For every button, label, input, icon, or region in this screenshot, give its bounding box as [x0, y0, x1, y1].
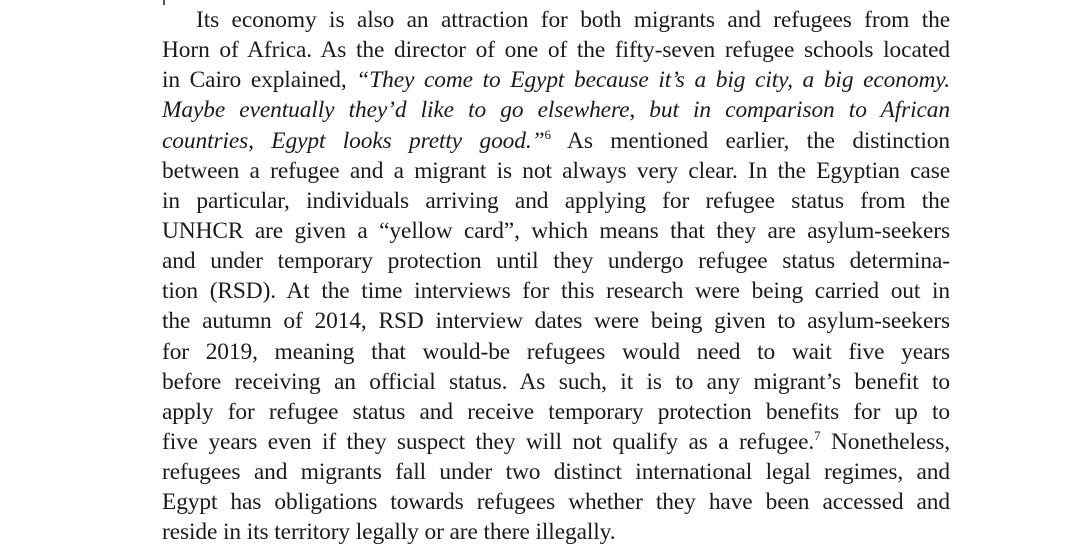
footnote-ref[interactable]: 6	[544, 126, 551, 142]
text-line: reside in its territory legally or are there illegally.	[162, 519, 616, 546]
text-line: and under temporary protection until they undergo refugee status determina-	[162, 248, 950, 275]
text-line: Its economy is also an attraction for both migrants and refugees from the	[196, 7, 950, 33]
footnote-ref[interactable]: 7	[814, 427, 821, 443]
text-line	[162, 95, 950, 125]
text-line: apply for refugee status and receive temporary protection benefits for up to	[162, 398, 950, 425]
quote-italic: countries, Egypt looks pretty good.”	[162, 127, 545, 154]
text-line: five years even if they suspect they will not qualify as a refugee.$^7$ Nonetheless,	[162, 427, 950, 455]
text-line: before receiving an official status. As such, it is to any migrant’s benefit to	[162, 368, 950, 395]
text-line: in particular, individuals arriving and applying for refugee status from the	[162, 187, 950, 214]
text-line: countries, Egypt looks pretty good.”$^6$ As mentioned earlier, the distinction	[162, 126, 950, 154]
text-line: between a refugee and a migrant is not always very clear. In the Egyptian case	[162, 157, 950, 184]
text-line: UNHCR are given a “yellow card”, which means that they are asylum-seekers	[162, 217, 950, 244]
text-line: the autumn of 2014, RSD interview dates were being given to asylum-seekers	[162, 308, 950, 335]
text-line: in Cairo explained, “They come to Egypt because it’s a big city, a big economy.	[162, 67, 950, 94]
quote-italic: “They come to Egypt because it’s a big city, a big economy.	[356, 67, 950, 94]
quote-italic: Maybe eventually they’d like to go elsewhere, but in comparison to African	[162, 97, 950, 124]
text-line: Horn of Africa. As the director of one of the fifty-seven refugee schools located	[162, 37, 950, 64]
text-line: Egypt has obligations towards refugees whether they have been accessed and	[162, 489, 950, 516]
text-line: for 2019, meaning that would-be refugees would need to wait five years	[162, 338, 950, 365]
body-paragraph	[162, 5, 950, 548]
text-line: refugees and migrants fall under two distinct international legal regimes, and	[162, 459, 950, 486]
text-line: tion (RSD). At the time interviews for this research were being carried out in	[162, 278, 950, 305]
